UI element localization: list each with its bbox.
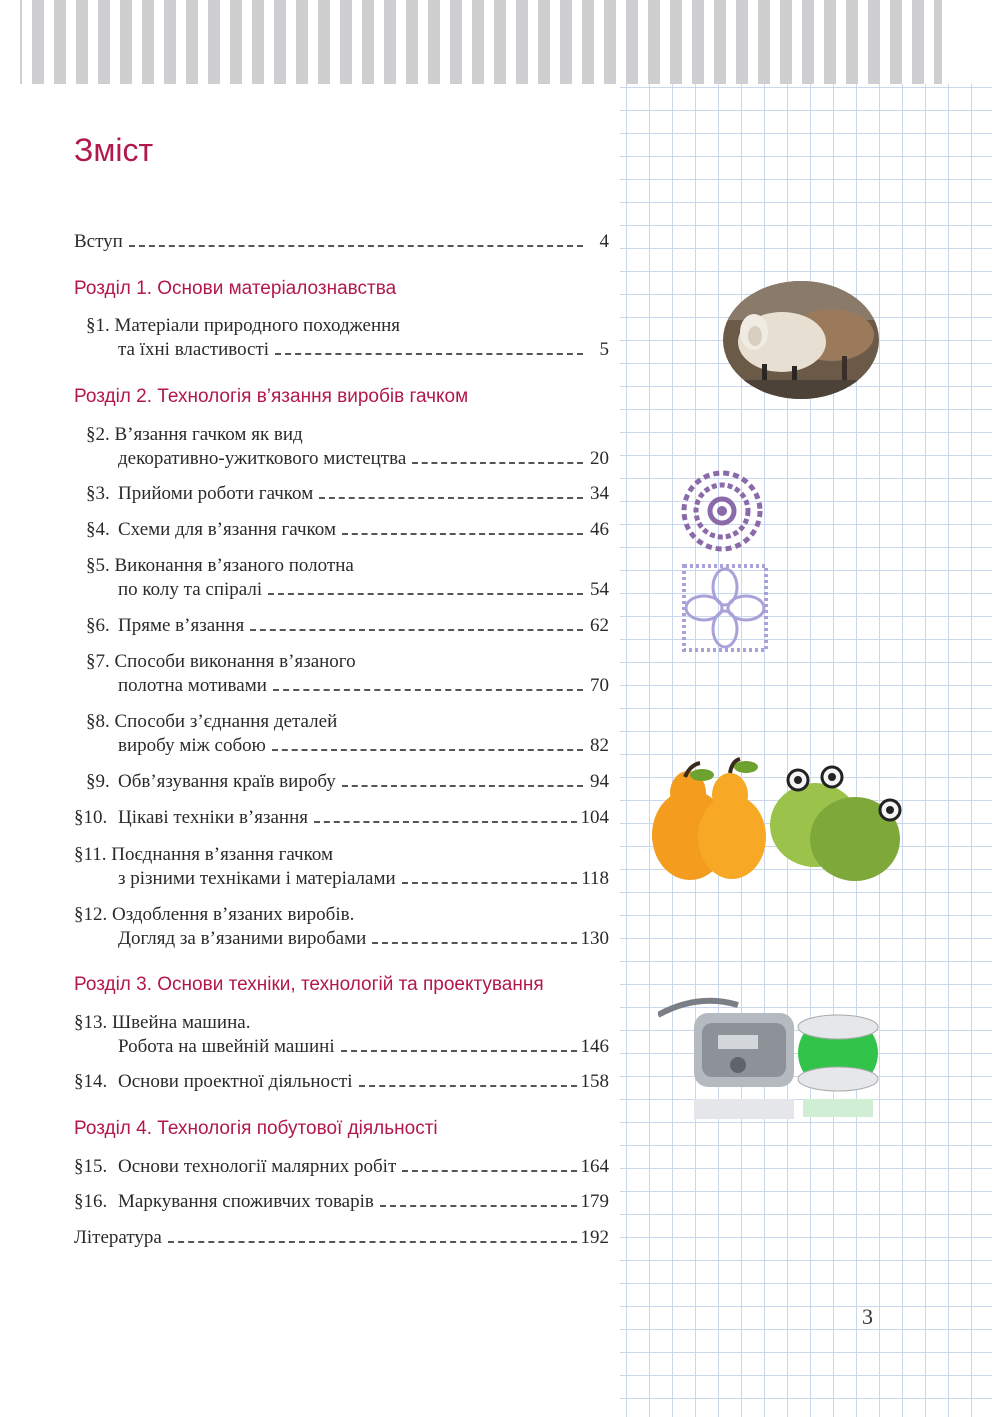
toc-entry-8[interactable]: §8. Способи з’єднання деталей bbox=[86, 711, 338, 732]
section-heading-1: Розділ 1. Основи матеріалознавства bbox=[74, 278, 397, 299]
toc-entry-6[interactable]: §6. Пряме в’язання 62 bbox=[86, 615, 609, 636]
toc-entry-12[interactable]: §12. Оздоблення в’язаних виробів. bbox=[74, 904, 355, 925]
section-heading-4: Розділ 4. Технологія побутової діяльності bbox=[74, 1118, 438, 1139]
toc-entry-5[interactable]: §5. Виконання в’язаного полотна bbox=[86, 555, 354, 576]
toc-entry-intro[interactable]: Вступ 4 bbox=[74, 231, 609, 252]
crochet-pears-and-frogs bbox=[640, 755, 918, 890]
toc-entry-9[interactable]: §9. Обв’язування країв виробу 94 bbox=[86, 771, 609, 792]
section-heading-2: Розділ 2. Технологія в’язання виробів гачком bbox=[74, 386, 469, 407]
toc-entry-4[interactable]: §4. Схеми для в’язання гачком 46 bbox=[86, 519, 609, 540]
toc-entry-1[interactable]: §1. Матеріали природного походження bbox=[86, 315, 401, 336]
toc-entry-10[interactable]: §10. Цікаві техніки в’язання 104 bbox=[74, 807, 609, 828]
page-number: 3 bbox=[862, 1304, 873, 1329]
section-heading-3: Розділ 3. Основи техніки, технологій та проектування bbox=[74, 974, 544, 995]
toc-entry-13[interactable]: §13. Швейна машина. bbox=[74, 1012, 251, 1033]
sheep-photo bbox=[722, 280, 880, 400]
toc-entry-11[interactable]: §11. Поєднання в’язання гачком bbox=[74, 844, 334, 865]
toc-entry-14[interactable]: §14. Основи проектної діяльності 158 bbox=[74, 1071, 609, 1092]
toc-entry-2[interactable]: §2. В’язання гачком як вид bbox=[86, 424, 303, 445]
toc-entry-16[interactable]: §16. Маркування споживчих товарів 179 bbox=[74, 1191, 609, 1212]
toc-entry-15[interactable]: §15. Основи технології малярних робіт 164 bbox=[74, 1156, 609, 1177]
crochet-flower-motif bbox=[672, 466, 772, 556]
toc-entry-literature[interactable]: Література 192 bbox=[74, 1227, 609, 1248]
sewing-bobbin-case bbox=[658, 995, 898, 1125]
toc-entry-3[interactable]: §3. Прийоми роботи гачком 34 bbox=[86, 483, 609, 504]
toc-entry-7[interactable]: §7. Способи виконання в’язаного bbox=[86, 651, 356, 672]
crochet-square-motif bbox=[680, 562, 770, 654]
table-of-contents: Вступ 4 Розділ 1. Основи матеріалознавства §1. Матеріали природного походження та їхні властивості 5 Розділ 2. Технологія в’язання виробів гачком §2. В’язання гачком як вид декоративно-ужиткового мистецтва 20 §3. Прийоми роботи гачком 34 §4. Схеми для в’язання гачком 46 §5. Виконання в’язаного полотна по колу та спіралі 54 §6. Пряме в’язання 62 §7. Способи виконання в’язаного полотна мотивами 70 §8. Способи з’єднання деталей виробу між собою 82 §9. Обв’язування країв виробу 94 §10. Цікаві техніки в’язання 104 §11. Поєднання в’язання гачком з різними техніками і матеріалами 118 §12. Оздоблення в’язаних виробів. Догляд за в’язаними виробами 130 Розділ 3. Основи техніки, технологій та проектування §13. Швейна машина. Робота на швейній машині 146 §14. Основи проектної діяльності 158 Розділ 4. Технологія побутової діяльності §15. Основи технології малярних робіт 164 §16. Маркування споживчих товарів 179 Література 192 bbox=[74, 231, 609, 1248]
page-title: Зміст bbox=[74, 132, 154, 168]
